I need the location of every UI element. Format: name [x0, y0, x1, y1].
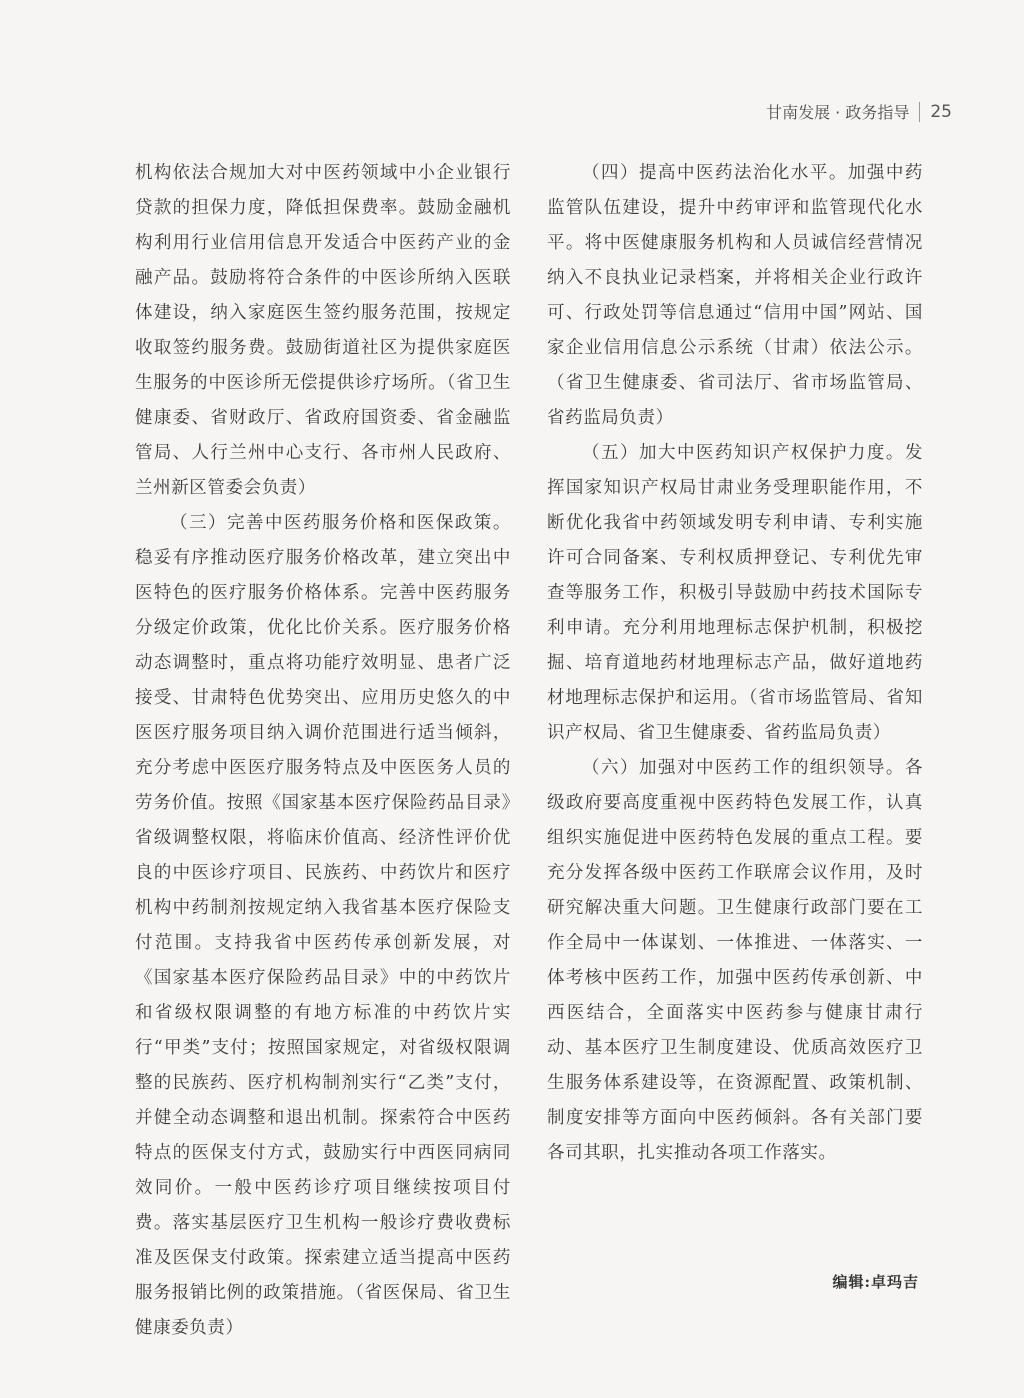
running-header [766, 100, 952, 123]
header-title: 甘南发展 · 政务指导 [766, 103, 910, 122]
editor-credit: 编辑:卓玛吉 [832, 1273, 919, 1291]
page-number: 25 [930, 101, 952, 122]
paragraph: （五）加大中医药知识产权保护力度。发挥国家知识产权局甘肃业务受理职能作用，不断优化我省中药领域发明专利申请、专利实施许可合同备案、专利权质押登记、专利优先审查等服务工作，积极引导鼓励中药技术国际专利申请。充分利用地理标志保护机制，积极挖掘、培育道地药材地理标志产品，做好道地药材地理标志保护和运用。（省市场监管局、省知识产权局、省卫生健康委、省药监局负责） [547, 443, 923, 743]
right-column [547, 156, 923, 1171]
paragraph: （四）提高中医药法治化水平。加强中药监管队伍建设，提升中药审评和监管现代化水平。将中医健康服务机构和人员诚信经营情况纳入不良执业记录档案，并将相关企业行政许可、行政处罚等信息通过“信用中国”网站、国家企业信用信息公示系统（甘肃）依法公示。（省卫生健康委、省司法厅、省市场监管局、省药监局负责） [547, 163, 923, 428]
paragraph: （三）完善中医药服务价格和医保政策。稳妥有序推动医疗服务价格改革，建立突出中医特色的医疗服务价格体系。完善中医药服务分级定价政策，优化比价关系。医疗服务价格动态调整时，重点将功能疗效明显、患者广泛接受、甘肃特色优势突出、应用历史悠久的中医医疗服务项目纳入调价范围进行适当倾斜，充分考虑中医医疗服务特点及中医医务人员的劳务价值。按照《国家基本医疗保险药品目录》省级调整权限，将临床价值高、经济性评价优良的中医诊疗项目、民族药、中药饮片和医疗机构中药制剂按规定纳入我省基本医疗保险支付范围。支持我省中医药传承创新发展，对《国家基本医疗保险药品目录》中的中药饮片和省级权限调整的有地方标准的中药饮片实行“甲类”支付；按照国家规定，对省级权限调整的民族药、医疗机构制剂实行“乙类”支付，并健全动态调整和退出机制。探索符合中医药特点的医保支付方式，鼓励实行中西医同病同效同价。一般中医药诊疗项目继续按项目付费。落实基层医疗卫生机构一般诊疗费收费标准及医保支付政策。探索建立适当提高中医药服务报销比例的政策措施。（省医保局、省卫生健康委负责） [135, 513, 511, 1338]
paragraph: 机构依法合规加大对中医药领域中小企业银行贷款的担保力度，降低担保费率。鼓励金融机构利用行业信用信息开发适合中医药产业的金融产品。鼓励将符合条件的中医诊所纳入医联体建设，纳入家庭医生签约服务范围，按规定收取签约服务费。鼓励街道社区为提供家庭医生服务的中医诊所无偿提供诊疗场所。（省卫生健康委、省财政厅、省政府国资委、省金融监管局、人行兰州中心支行、各市州人民政府、兰州新区管委会负责） [135, 163, 511, 498]
paragraph: （六）加强对中医药工作的组织领导。各级政府要高度重视中医药特色发展工作，认真组织实施促进中医药特色发展的重点工程。要充分发挥各级中医药工作联席会议作用，及时研究解决重大问题。卫生健康行政部门要在工作全局中一体谋划、一体推进、一体落实、一体考核中医药工作，加强中医药传承创新、中西医结合，全面落实中医药参与健康甘肃行动、基本医疗卫生制度建设、优质高效医疗卫生服务体系建设等，在资源配置、政策机制、制度安排等方面向中医药倾斜。各有关部门要各司其职，扎实推动各项工作落实。 [547, 758, 923, 1163]
header-divider [919, 102, 920, 122]
left-column [135, 156, 511, 1346]
